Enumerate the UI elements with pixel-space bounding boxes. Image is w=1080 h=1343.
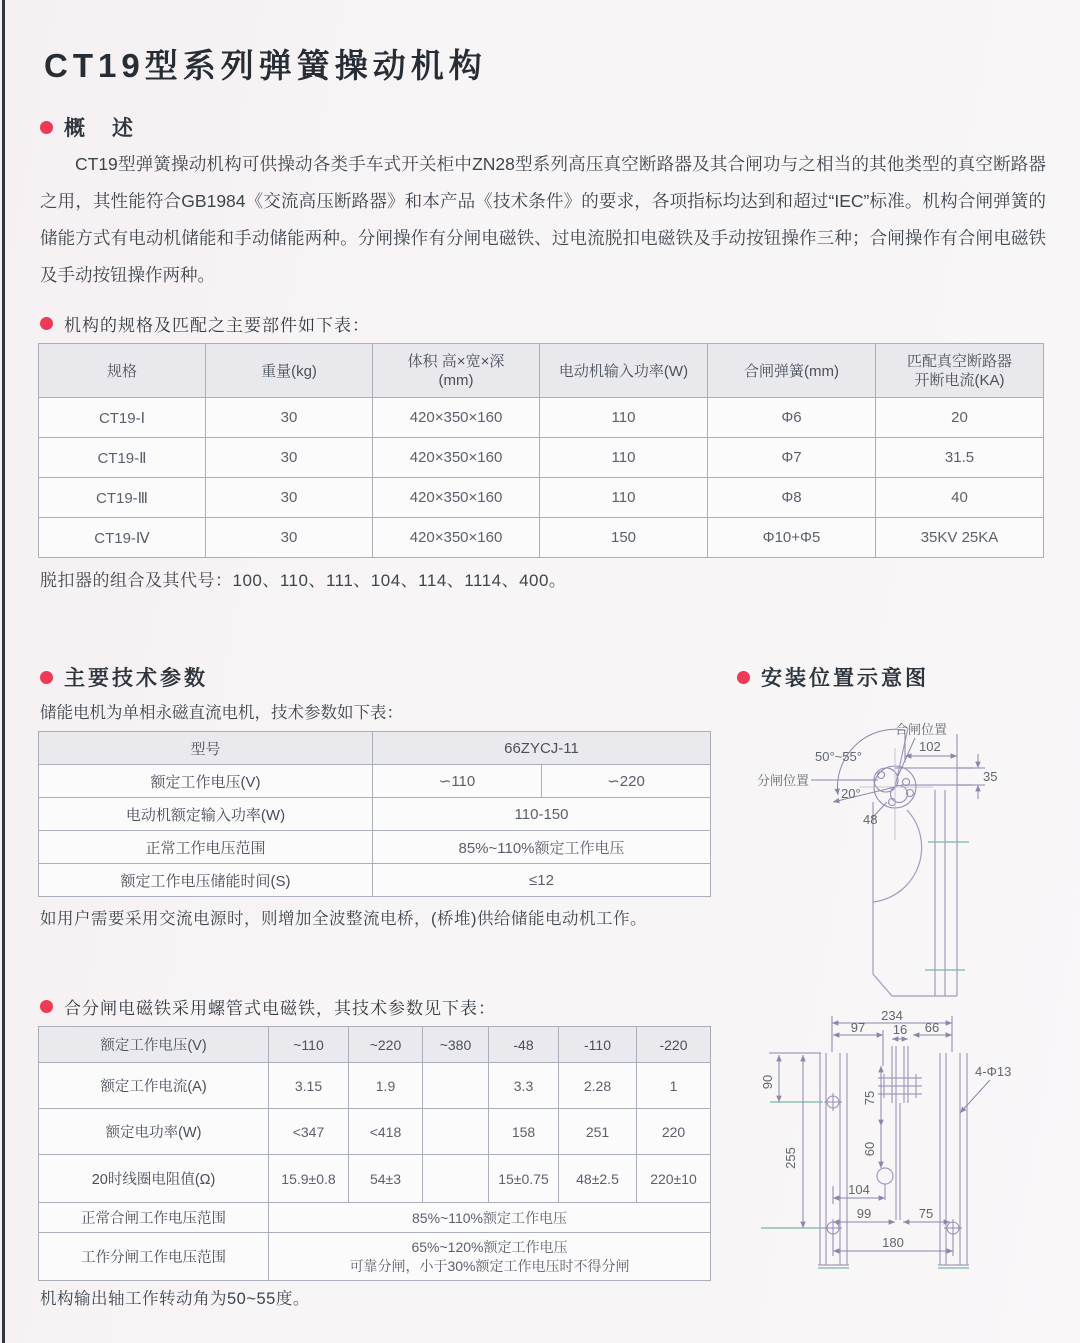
- scan-tint-lines: [925, 842, 969, 970]
- overview-heading-text: 概 述: [64, 117, 136, 140]
- open-position-label: 分闸位置: [757, 773, 810, 788]
- red-bullet-icon: [40, 121, 53, 134]
- cell: 正常合闸工作电压范围: [39, 1203, 269, 1233]
- dim-102-label: 102: [919, 739, 941, 754]
- red-bullet-icon: [40, 317, 53, 330]
- col-header-line: (mm): [438, 371, 474, 389]
- cell: 220±10: [637, 1155, 711, 1203]
- col-header: 重量(kg): [206, 344, 373, 398]
- cell: 158: [489, 1109, 559, 1155]
- rails-and-rod: [818, 1046, 969, 1265]
- cell: ~110: [269, 1027, 349, 1063]
- cell: 正常工作电压范围: [39, 831, 373, 864]
- table-row: [39, 864, 711, 897]
- table-row: [39, 398, 1044, 438]
- scan-edge-artifact: [2, 0, 5, 1343]
- dim-234-label: 234: [881, 1008, 903, 1023]
- col-header-line: 匹配真空断路器: [906, 352, 1012, 370]
- dim-99-label: 99: [856, 1206, 872, 1221]
- cell: Φ10+Φ5: [708, 518, 876, 558]
- dim-75-upper-label: 75: [862, 1090, 877, 1106]
- spec-table-header-row: [39, 344, 1044, 398]
- cell: [423, 1155, 489, 1203]
- cell: ~220: [349, 1027, 423, 1063]
- cell: CT19-Ⅲ: [39, 478, 206, 518]
- cell: 3.15: [269, 1063, 349, 1109]
- cell: 220: [637, 1109, 711, 1155]
- table-row: [39, 765, 711, 798]
- table-row: [39, 478, 1044, 518]
- dim-255-label: 255: [783, 1147, 798, 1169]
- dim-97-label: 97: [850, 1020, 866, 1035]
- section-overview-heading: [40, 112, 136, 142]
- cell: -48: [489, 1027, 559, 1063]
- cell: 额定电功率(W): [39, 1109, 269, 1155]
- cell: [423, 1063, 489, 1109]
- col-header-line: 开断电流(KA): [914, 371, 1005, 389]
- cell: 20时线圈电阻值(Ω): [39, 1155, 269, 1203]
- cell: CT19-Ⅳ: [39, 518, 206, 558]
- install-heading-text: 安装位置示意图: [761, 667, 929, 690]
- cell: 420×350×160: [373, 518, 540, 558]
- cell: 30: [206, 478, 373, 518]
- cell: 110: [540, 478, 708, 518]
- cell: 54±3: [349, 1155, 423, 1203]
- mounting-holes: [824, 1090, 962, 1237]
- cell: 420×350×160: [373, 438, 540, 478]
- table-row: [39, 1063, 711, 1109]
- cell: Φ7: [708, 438, 876, 478]
- cell: ∽110: [373, 765, 542, 798]
- red-bullet-icon: [737, 671, 750, 684]
- cell: 31.5: [876, 438, 1044, 478]
- cell: 电动机额定输入功率(W): [39, 798, 373, 831]
- dim-16-label: 16: [892, 1022, 908, 1037]
- cell: 额定工作电压(V): [39, 1027, 269, 1063]
- overview-paragraph: CT19型弹簧操动机构可供操动各类手车式开关柜中ZN28型系列高压真空断路器及其合闸功与之相当的其他类型的真空断路器之用，其性能符合GB1984《交流高压断路器》和本产品《技术条件》的要求，各项指标均达到和超过“IEC”标准。机构合闸弹簧的储能方式有电动机储能和手动储能两种。分闸操作有分闸电磁铁、过电流脱扣电磁铁及手动按钮操作三种；合闸操作有合闸电磁铁及手动按钮操作两种。: [40, 154, 1046, 285]
- spec-heading-text: 机构的规格及匹配之主要部件如下表：: [64, 316, 370, 335]
- cell: 型号: [39, 732, 373, 765]
- table-row: [39, 831, 711, 864]
- dim-48-label: 48: [863, 812, 878, 827]
- dim-180-label: 180: [882, 1235, 904, 1250]
- cell: 15±0.75: [489, 1155, 559, 1203]
- tech-note: 如用户需要采用交流电源时，则增加全波整流电桥，(桥堆)供给储能电动机工作。: [40, 910, 647, 928]
- cell: 额定工作电压(V): [39, 765, 373, 798]
- cell-line: 可靠分闸，小于30%额定工作电压时不得分闸: [349, 1257, 630, 1274]
- cell: 66ZYCJ-11: [373, 732, 711, 765]
- section-install-heading: [737, 662, 929, 692]
- cell: -110: [559, 1027, 637, 1063]
- dim-90-label: 90: [760, 1074, 775, 1090]
- cell: 48±2.5: [559, 1155, 637, 1203]
- solenoid-footnote: 机构输出轴工作转动角为50~55度。: [40, 1290, 310, 1308]
- col-header: 电动机输入功率(W): [540, 344, 708, 398]
- cell: ∽220: [542, 765, 711, 798]
- cell: CT19-Ⅱ: [39, 438, 206, 478]
- page-title: CT19型系列弹簧操动机构: [44, 47, 487, 84]
- dim-75-lower-label: 75: [918, 1206, 934, 1221]
- cell: <418: [349, 1109, 423, 1155]
- col-header: [373, 344, 540, 398]
- red-bullet-icon: [40, 671, 53, 684]
- install-diagram-front-view: [745, 1008, 1075, 1286]
- solenoid-table: [38, 1026, 711, 1281]
- cell: 150: [540, 518, 708, 558]
- cell: 30: [206, 398, 373, 438]
- red-bullet-icon: [40, 1000, 53, 1013]
- cell: [269, 1233, 711, 1281]
- dim-60-label: 60: [862, 1141, 877, 1157]
- section-spec-heading: [40, 311, 370, 336]
- table-row: [39, 1203, 711, 1233]
- col-header: 合闸弹簧(mm): [708, 344, 876, 398]
- table-row: [39, 1233, 711, 1281]
- cell: 110: [540, 398, 708, 438]
- cell: 30: [206, 518, 373, 558]
- table-row: [39, 1109, 711, 1155]
- cell: 110-150: [373, 798, 711, 831]
- cell: 30: [206, 438, 373, 478]
- cell: 85%~110%额定工作电压: [269, 1203, 711, 1233]
- col-header: [876, 344, 1044, 398]
- solenoid-heading-text: 合分闸电磁铁采用螺管式电磁铁，其技术参数见下表：: [64, 999, 496, 1018]
- section-tech-heading: [40, 662, 208, 692]
- table-row: [39, 798, 711, 831]
- cell: CT19-Ⅰ: [39, 398, 206, 438]
- cell: 420×350×160: [373, 398, 540, 438]
- tech-heading-text: 主要技术参数: [64, 667, 208, 690]
- cell: 额定工作电流(A): [39, 1063, 269, 1109]
- close-position-label: 合闸位置: [895, 722, 948, 737]
- cell: 20: [876, 398, 1044, 438]
- cell: 35KV 25KA: [876, 518, 1044, 558]
- cell: 2.28: [559, 1063, 637, 1109]
- cell: 15.9±0.8: [269, 1155, 349, 1203]
- dimension-lines: [769, 1016, 990, 1256]
- section-solenoid-heading: [40, 994, 496, 1019]
- tech-subtitle: 储能电机为单相永磁直流电机，技术参数如下表：: [40, 704, 403, 722]
- angle-open-label: 20°: [841, 786, 861, 801]
- tech-table: [38, 731, 711, 897]
- cell: <347: [269, 1109, 349, 1155]
- cell: 85%~110%额定工作电压: [373, 831, 711, 864]
- table-row: [39, 1155, 711, 1203]
- cell: 工作分闸工作电压范围: [39, 1233, 269, 1281]
- cell-line: 65%~120%额定工作电压: [411, 1238, 568, 1255]
- cell: 1.9: [349, 1063, 423, 1109]
- cell: [423, 1109, 489, 1155]
- table-row: [39, 438, 1044, 478]
- holes-callout-label: 4-Φ13: [975, 1064, 1012, 1079]
- cell: 110: [540, 438, 708, 478]
- cell: Φ6: [708, 398, 876, 438]
- cell: -220: [637, 1027, 711, 1063]
- table-row: [39, 1027, 711, 1063]
- dim-66-label: 66: [924, 1020, 940, 1035]
- spec-table: [38, 343, 1044, 558]
- cell: 1: [637, 1063, 711, 1109]
- cell: 40: [876, 478, 1044, 518]
- cell: 251: [559, 1109, 637, 1155]
- angle-range-label: 50°~55°: [815, 749, 862, 764]
- cell: ~380: [423, 1027, 489, 1063]
- cell: Φ8: [708, 478, 876, 518]
- cell: ≤12: [373, 864, 711, 897]
- col-header: 规格: [39, 344, 206, 398]
- table-row: [39, 518, 1044, 558]
- spec-note: 脱扣器的组合及其代号：100、110、111、104、114、1114、400。: [40, 571, 567, 590]
- install-diagram-side-view: [745, 690, 1075, 1010]
- cell: 3.3: [489, 1063, 559, 1109]
- table-row: [39, 732, 711, 765]
- cell: 额定工作电压储能时间(S): [39, 864, 373, 897]
- dim-35-label: 35: [983, 769, 998, 784]
- dim-104-label: 104: [848, 1182, 870, 1197]
- col-header-line: 体积 高×宽×深: [407, 352, 505, 370]
- cell: 420×350×160: [373, 478, 540, 518]
